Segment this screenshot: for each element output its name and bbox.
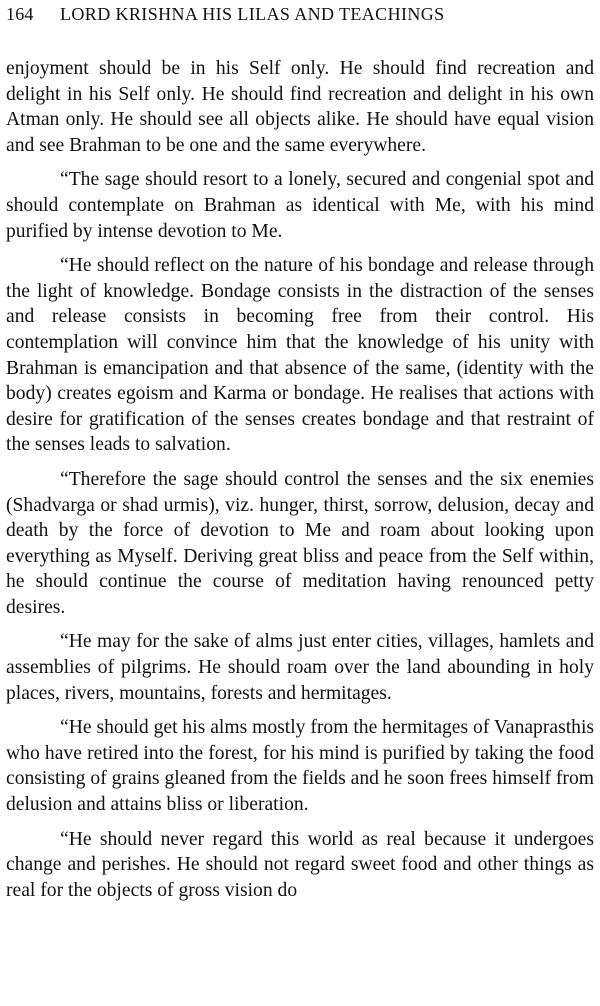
paragraph: “He should never regard this world as real because it undergoes change and perishes. He should not regard sweet food and other things as real for the objects of gross vision do — [6, 828, 594, 901]
paragraph: “The sage should resort to a lonely, secured and congenial spot and should contemplate on Brahman as identical with Me, with his mind purified by intense devotion to Me. — [6, 169, 594, 242]
page-number: 164 — [6, 4, 34, 24]
running-header — [6, 2, 596, 28]
paragraph: enjoyment should be in his Self only. He should find recreation and delight in his Self only. He should find recreation and delight in his own Atman only. He should see all objects alike. He should have equal vision and see Brahman to be one and the same everywhere. — [6, 58, 594, 156]
running-title: LORD KRISHNA HIS LILAS AND TEACHINGS — [60, 4, 445, 24]
paragraph: “He should reflect on the nature of his bondage and release through the light of knowledge. Bondage consists in the distraction of the senses and release consists in becoming free from their control. His contemplation will convince him that the knowledge of his unity with Brahman is emancipation and that absence of the same, (identity with the body) creates egoism and Karma or bondage. He realises that actions with desire for gratification of the senses creates bondage and that restraint of the senses leads to salvation. — [6, 255, 594, 456]
body-text — [6, 56, 594, 912]
paragraph: “Therefore the sage should control the senses and the six enemies (Shadvarga or shad urmis), viz. hunger, thirst, sorrow, delusion, decay and death by the force of devotion to Me and roam about looking upon everything as Myself. Deriving great bliss and peace from the Self within, he should continue the course of meditation having renounced petty desires. — [6, 468, 594, 618]
paragraph: “He may for the sake of alms just enter cities, villages, hamlets and assemblies of pilgrims. He should roam over the land abounding in holy places, rivers, mountains, forests and hermitages. — [6, 631, 594, 704]
paragraph: “He should get his alms mostly from the hermitages of Vanaprasthis who have retired into the forest, for his mind is purified by taking the food consisting of grains gleaned from the fields and he soon frees himself from delusion and attains bliss or liberation. — [6, 717, 595, 816]
